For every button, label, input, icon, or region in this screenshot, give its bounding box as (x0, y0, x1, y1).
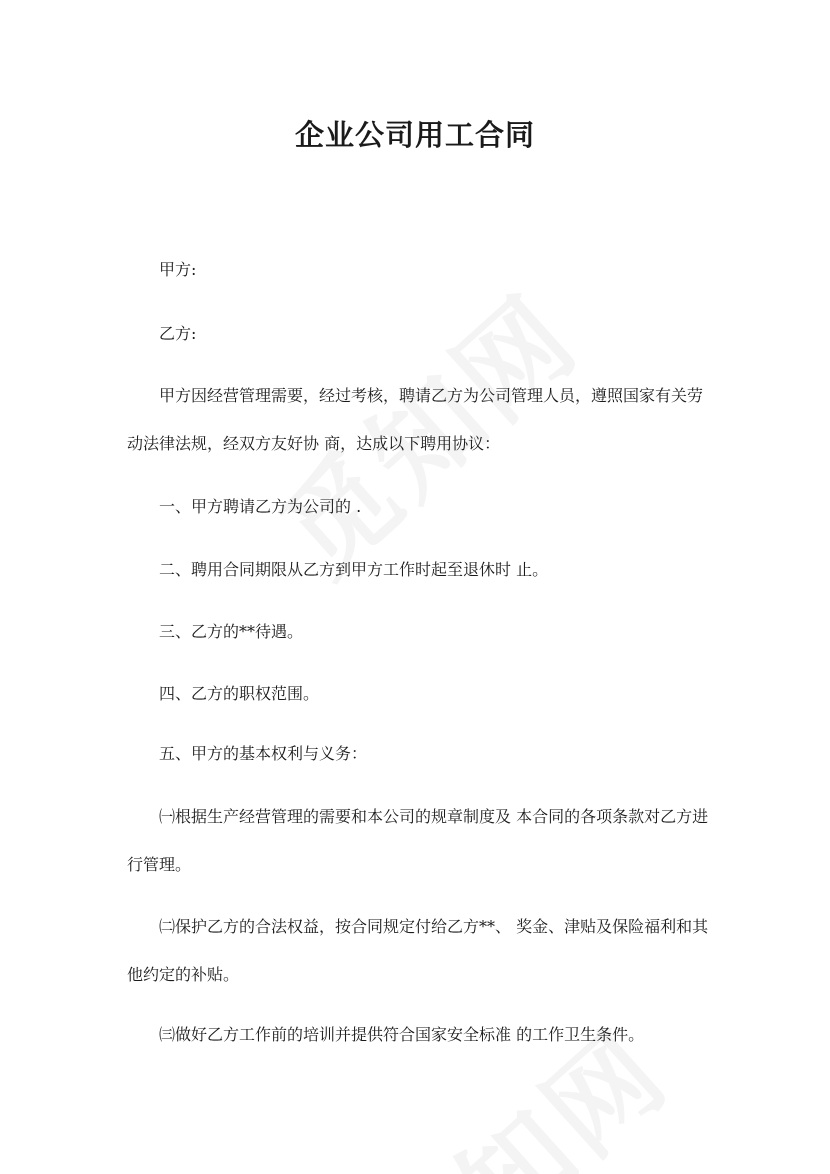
clause-1: 一、甲方聘请乙方为公司的 . (159, 497, 362, 516)
clause-5-item-2: ㈡保护乙方的合法权益，按合同规定付给乙方**、 奖金、津贴及保险福利和其他约定的补贴。 (127, 917, 709, 984)
party-a-line: 甲方: (159, 260, 197, 279)
intro-paragraph: 甲方因经营管理需要，经过考核，聘请乙方为公司管理人员，遵照国家有关劳动法律法规，经双方友好协 商，达成以下聘用协议： (127, 386, 704, 453)
clause-4: 四、乙方的职权范围。 (159, 684, 320, 703)
clause-3: 三、乙方的**待遇。 (159, 622, 304, 641)
clause-2: 二、聘用合同期限从乙方到甲方工作时起至退休时 止。 (159, 560, 549, 579)
document-title: 企业公司用工合同 (294, 118, 535, 152)
party-b-line: 乙方: (159, 324, 197, 343)
clause-5-item-3: ㈢做好乙方工作前的培训并提供符合国家安全标准 的工作卫生条件。 (159, 1025, 645, 1044)
clause-5-item-1: ㈠根据生产经营管理的需要和本公司的规章制度及 本合同的各项条款对乙方进行管理。 (127, 807, 709, 874)
clause-5: 五、甲方的基本权利与义务： (159, 744, 368, 763)
